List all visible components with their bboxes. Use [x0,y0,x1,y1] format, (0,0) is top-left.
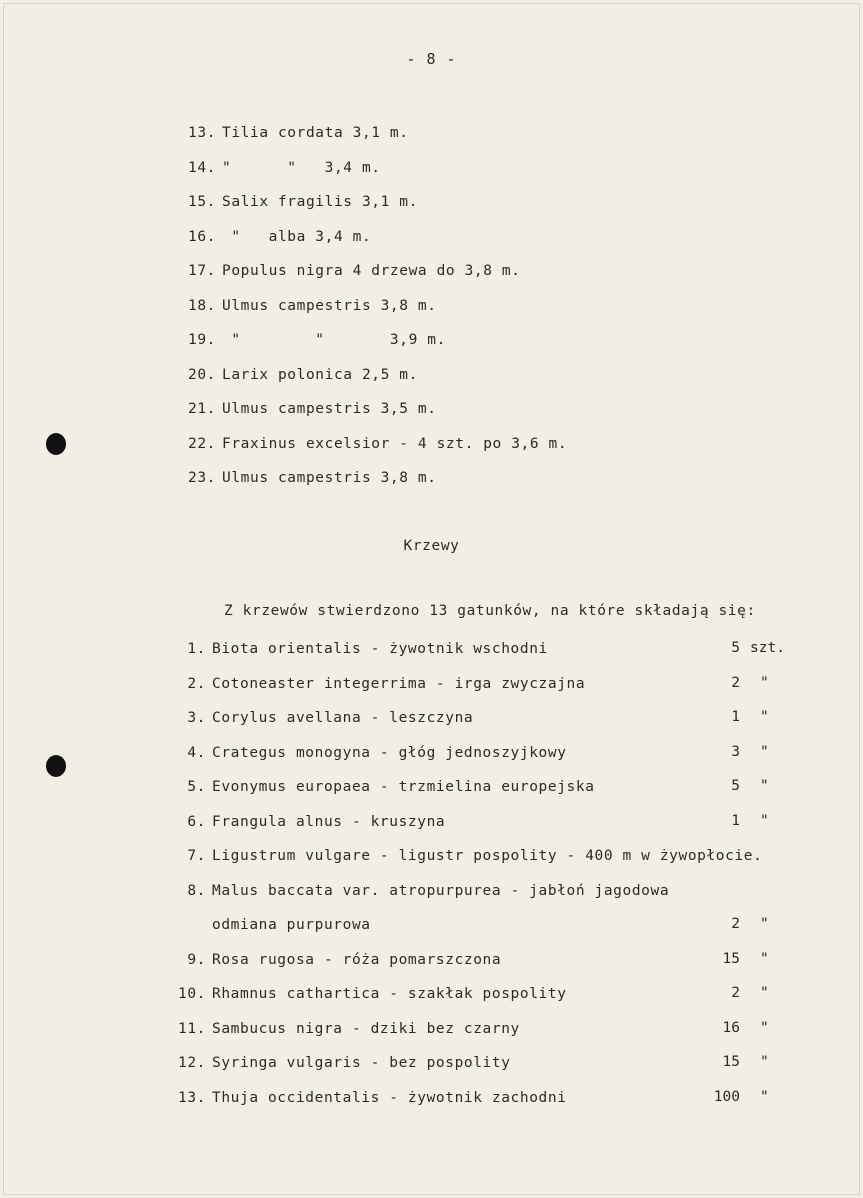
list-item-quantity: 15 [722,1054,740,1070]
list-item-number: 22. [188,435,216,452]
list-item-number: 15. [188,194,216,210]
list-item-number: 17. [188,263,216,279]
punch-hole [46,433,66,455]
list-item-number: 2. [187,675,206,692]
list-item-number: 4. [187,744,206,761]
list-item-number: 19. [188,332,216,348]
list-item-number: 11. [178,1020,206,1037]
list-item-quantity: 16 [722,1019,740,1036]
list-item-quantity: 1 [731,812,740,829]
page-border [3,3,860,1195]
list-item-text: Ulmus campestris 3,8 m. [222,470,437,486]
list-item-quantity: 15 [722,950,740,967]
list-item-number: 10. [178,986,206,1002]
list-item-unit: " [760,916,769,932]
list-item-number: 13. [188,125,216,141]
list-item-number: 21. [188,401,216,417]
punch-hole [46,755,66,777]
list-item-number: 6. [187,813,206,830]
list-item-number: 16. [188,228,216,245]
list-item-number: 5. [187,779,206,795]
list-item-text: Evonymus europaea - trzmielina europejska [212,779,595,795]
list-item-quantity: 100 [713,1088,740,1105]
list-item-quantity: 2 [731,674,740,691]
list-item-quantity: 2 [731,985,740,1001]
page-number: - 8 - [406,50,457,68]
list-item-text: odmiana purpurowa [212,917,371,933]
list-item-text: Malus baccata var. atropurpurea - jabłoń jagodowa [212,882,670,899]
list-item-number: 20. [188,366,216,383]
list-item-number: 9. [187,951,206,968]
list-item-unit: " [760,985,769,1001]
list-item-text: Corylus avellana - leszczyna [212,710,474,726]
list-item-unit: " [760,1019,769,1036]
section-intro: Z krzewów stwierdzono 13 gatunków, na które składają się: [224,603,756,619]
section-heading: Krzewy [403,538,460,554]
list-item-number: 3. [187,710,206,726]
list-item-text: Larix polonica 2,5 m. [222,366,418,383]
list-item-text: Rosa rugosa - róża pomarszczona [212,951,502,968]
list-item-number: 1. [187,641,206,657]
list-item-quantity: 2 [731,916,740,932]
list-item-quantity: 3 [731,743,740,760]
list-item-text: Fraxinus excelsior - 4 szt. po 3,6 m. [222,435,568,452]
list-item-text: Crategus monogyna - głóg jednoszyjkowy [212,744,567,761]
list-item-text: " " 3,4 m. [222,159,381,176]
list-item-text: Thuja occidentalis - żywotnik zachodni [212,1089,567,1106]
list-item-unit: " [760,674,769,691]
list-item-unit: " [760,950,769,967]
list-item-text: Syringa vulgaris - bez pospolity [212,1055,511,1071]
list-item-text: Sambucus nigra - dziki bez czarny [212,1020,520,1037]
list-item-text: " alba 3,4 m. [222,228,372,245]
list-item-quantity: 1 [731,709,740,725]
list-item-text: Cotoneaster integerrima - irga zwyczajna [212,675,586,692]
list-item-text: Populus nigra 4 drzewa do 3,8 m. [222,263,521,279]
list-item-quantity: 5 [731,778,740,794]
list-item-text: Ligustrum vulgare - ligustr pospolity - 400 m w żywopłocie. [212,848,763,864]
list-item-number: 12. [178,1055,206,1071]
list-item-text: Frangula alnus - kruszyna [212,813,446,830]
list-item-text: " " 3,9 m. [222,332,446,348]
list-item-text: Ulmus campestris 3,5 m. [222,401,437,417]
list-item-unit: " [760,1054,769,1070]
list-item-number: 18. [188,297,216,314]
list-item-unit: " [760,709,769,725]
list-item-text: Salix fragilis 3,1 m. [222,194,418,210]
list-item-text: Biota orientalis - żywotnik wschodni [212,641,548,657]
list-item-unit: " [760,743,769,760]
list-item-unit: szt. [750,640,785,656]
list-item-number: 8. [187,882,206,899]
list-item-number: 23. [188,470,216,486]
list-item-unit: " [760,778,769,794]
list-item-text: Ulmus campestris 3,8 m. [222,297,437,314]
list-item-text: Tilia cordata 3,1 m. [222,125,409,141]
list-item-unit: " [760,1088,769,1105]
list-item-number: 7. [187,848,206,864]
list-item-text: Rhamnus cathartica - szakłak pospolity [212,986,567,1002]
list-item-unit: " [760,812,769,829]
list-item-number: 14. [188,159,216,176]
list-item-quantity: 5 [731,640,740,656]
list-item-number: 13. [178,1089,206,1106]
